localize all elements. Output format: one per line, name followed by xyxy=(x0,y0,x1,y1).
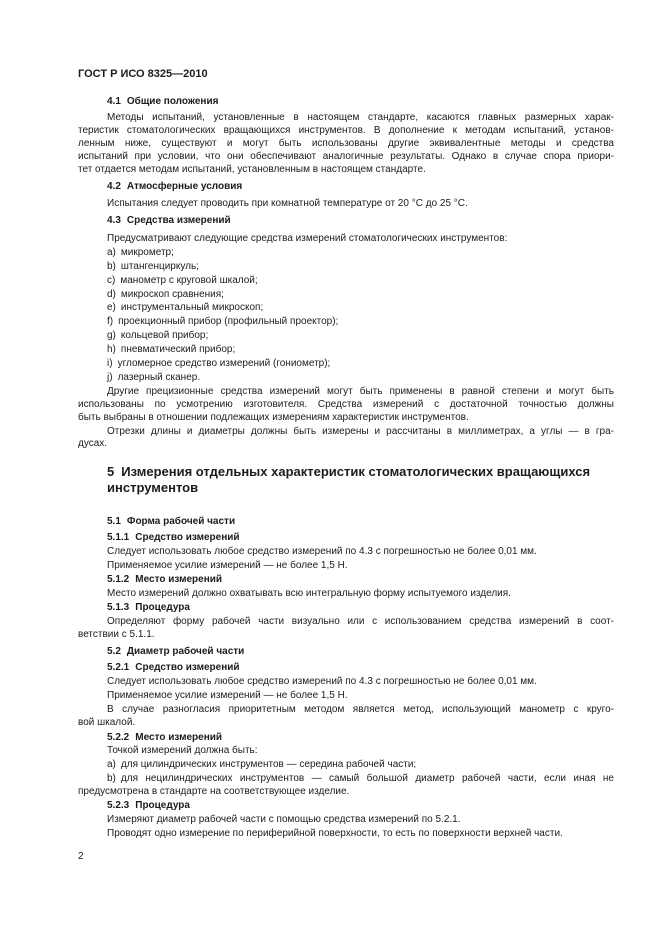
paragraph-line: быть выбраны в отношении подлежащих измерениям характеристик инструментов. xyxy=(78,412,469,423)
list-item xyxy=(107,288,614,301)
list-item-text: угломерное средство измерений (гониометр); xyxy=(117,358,331,369)
subsection-heading-5-1-3 xyxy=(107,601,614,614)
paragraph-line: Испытания следует проводить при комнатной температуре от 20 °С до 25 °С. xyxy=(107,198,468,209)
chapter-heading-5 xyxy=(107,464,614,480)
list-item xyxy=(107,772,614,785)
heading-number: 5.1.2 xyxy=(107,574,130,585)
paragraph-line: испытаний при условии, что они обеспечивают аналогичные результаты. Однако в случае спора приори- xyxy=(78,151,614,162)
paragraph-line: теристик стоматологических вращающихся инструментов. В дополнение к методам испытаний, установ- xyxy=(78,125,614,136)
paragraph-line: ленным ниже, существуют и могут быть использованы другие эквивалентные методы и средства xyxy=(78,138,614,149)
list-item-text: кольцевой прибор; xyxy=(120,330,209,341)
page-number: 2 xyxy=(78,851,84,862)
paragraph-line: Измеряют диаметр рабочей части с помощью средства измерений по 5.2.1. xyxy=(107,814,461,825)
list-item xyxy=(107,301,614,314)
heading-title: Средства измерений xyxy=(126,215,231,226)
subsection-heading-5-1-2 xyxy=(107,573,614,586)
list-marker: g) xyxy=(107,330,116,341)
heading-title: Средство измерений xyxy=(135,532,240,543)
section-heading-5-1 xyxy=(107,515,614,528)
list-item xyxy=(107,260,614,273)
section-heading-4-1 xyxy=(107,95,614,108)
paragraph-line: Следует использовать любое средство измерений по 4.3 с погрешностью не более 0,01 мм. xyxy=(107,546,537,557)
list-item-text: проекционный прибор (профильный проектор); xyxy=(118,316,339,327)
paragraph-line: Методы испытаний, установленные в настоящем стандарте, касаются главных размерных харак- xyxy=(107,112,614,123)
running-header: ГОСТ Р ИСО 8325—2010 xyxy=(78,68,208,80)
list-marker: i) xyxy=(107,358,113,369)
list-marker: b) xyxy=(107,261,116,272)
paragraph-line: Проводят одно измерение по периферийной поверхности, то есть по поверхности верхней части. xyxy=(107,828,563,839)
section-heading-5-2 xyxy=(107,645,614,658)
section-heading-4-3 xyxy=(107,214,614,227)
paragraph-line: Место измерений должно охватывать всю интегральную форму испытуемого изделия. xyxy=(107,588,511,599)
heading-title: Атмосферные условия xyxy=(126,181,243,192)
heading-title: Место измерений xyxy=(135,574,223,585)
list-item xyxy=(107,371,614,384)
heading-number: 4.2 xyxy=(107,181,121,192)
list-item xyxy=(107,343,614,356)
list-marker: c) xyxy=(107,275,116,286)
paragraph-line: Предусматривают следующие средства измерений стоматологических инструментов: xyxy=(107,233,508,244)
subsection-heading-5-1-1 xyxy=(107,531,614,544)
heading-title: Общие положения xyxy=(126,96,219,107)
heading-title: Средство измерений xyxy=(135,662,240,673)
heading-number: 5 xyxy=(107,464,115,479)
heading-number: 5.1 xyxy=(107,516,121,527)
heading-number: 5.1.3 xyxy=(107,602,130,613)
heading-title: Измерения отдельных характеристик стоматологических вращающихся xyxy=(121,464,591,479)
list-item-text: манометр с круговой шкалой; xyxy=(120,275,258,286)
subsection-heading-5-2-1 xyxy=(107,661,614,674)
list-item-text: лазерный сканер. xyxy=(117,372,201,383)
paragraph-line: тет отдается методам испытаний, установленным в настоящем стандарте. xyxy=(78,164,426,175)
list-item xyxy=(107,758,614,771)
heading-title: Место измерений xyxy=(135,732,223,743)
list-marker: j) xyxy=(107,372,113,383)
list-item xyxy=(107,274,614,287)
list-marker: h) xyxy=(107,344,116,355)
list-item-text: микрометр; xyxy=(120,247,174,258)
list-item-text: микроскоп сравнения; xyxy=(120,289,224,300)
paragraph-line: Применяемое усилие измерений — не более 1,5 Н. xyxy=(107,690,348,701)
list-marker: b) xyxy=(107,773,116,784)
paragraph-line: В случае разногласия приоритетным методом является метод, использующий манометр с круго- xyxy=(107,704,614,715)
paragraph-line: Определяют форму рабочей части визуально или с использованием средства измерений в соот- xyxy=(107,616,614,627)
list-marker: a) xyxy=(107,759,116,770)
list-item xyxy=(107,357,614,370)
list-item-text: для нецилиндрических инструментов — самый большой диаметр рабочей части, если иная не xyxy=(120,773,614,784)
subsection-heading-5-2-3 xyxy=(107,799,614,812)
chapter-heading-5-continuation: инструментов xyxy=(107,480,199,495)
paragraph-line: предусмотрена в стандарте на соответствующее изделие. xyxy=(78,786,350,797)
list-item xyxy=(107,246,614,259)
subsection-heading-5-2-2 xyxy=(107,731,614,744)
list-item-text: для цилиндрических инструментов — середина рабочей части; xyxy=(120,759,417,770)
paragraph-line: ветствии с 5.1.1. xyxy=(78,629,155,640)
section-heading-4-2 xyxy=(107,180,614,193)
heading-title: Форма рабочей части xyxy=(126,516,236,527)
heading-title: Диаметр рабочей части xyxy=(126,646,245,657)
list-item-text: пневматический прибор; xyxy=(120,344,236,355)
heading-number: 5.2 xyxy=(107,646,121,657)
list-item-text: штангенциркуль; xyxy=(120,261,199,272)
paragraph-line: Применяемое усилие измерений — не более 1,5 Н. xyxy=(107,560,348,571)
heading-number: 5.2.1 xyxy=(107,662,130,673)
paragraph-line: использованы по усмотрению изготовителя. Средства измерений с достаточной точностью должны xyxy=(78,399,614,410)
list-item xyxy=(107,329,614,342)
heading-number: 5.1.1 xyxy=(107,532,130,543)
paragraph-line: Другие прецизионные средства измерений могут быть применены в равной степени и могут быть xyxy=(107,386,614,397)
paragraph-line: Следует использовать любое средство измерений по 4.3 с погрешностью не более 0,01 мм. xyxy=(107,676,537,687)
heading-number: 4.3 xyxy=(107,215,121,226)
list-marker: d) xyxy=(107,289,116,300)
heading-number: 5.2.2 xyxy=(107,732,130,743)
paragraph-line: Точкой измерений должна быть: xyxy=(107,745,258,756)
paragraph-line: дусах. xyxy=(78,438,108,449)
paragraph-line: вой шкалой. xyxy=(78,717,136,728)
heading-title: Процедура xyxy=(135,602,190,613)
list-marker: a) xyxy=(107,247,116,258)
heading-number: 5.2.3 xyxy=(107,800,130,811)
paragraph-line: Отрезки длины и диаметры должны быть измерены и рассчитаны в миллиметрах, а углы — в гра- xyxy=(107,426,614,437)
list-marker: f) xyxy=(107,316,114,327)
list-item xyxy=(107,315,614,328)
list-item-text: инструментальный микроскоп; xyxy=(120,302,264,313)
heading-title: Процедура xyxy=(135,800,190,811)
list-marker: e) xyxy=(107,302,116,313)
heading-number: 4.1 xyxy=(107,96,121,107)
